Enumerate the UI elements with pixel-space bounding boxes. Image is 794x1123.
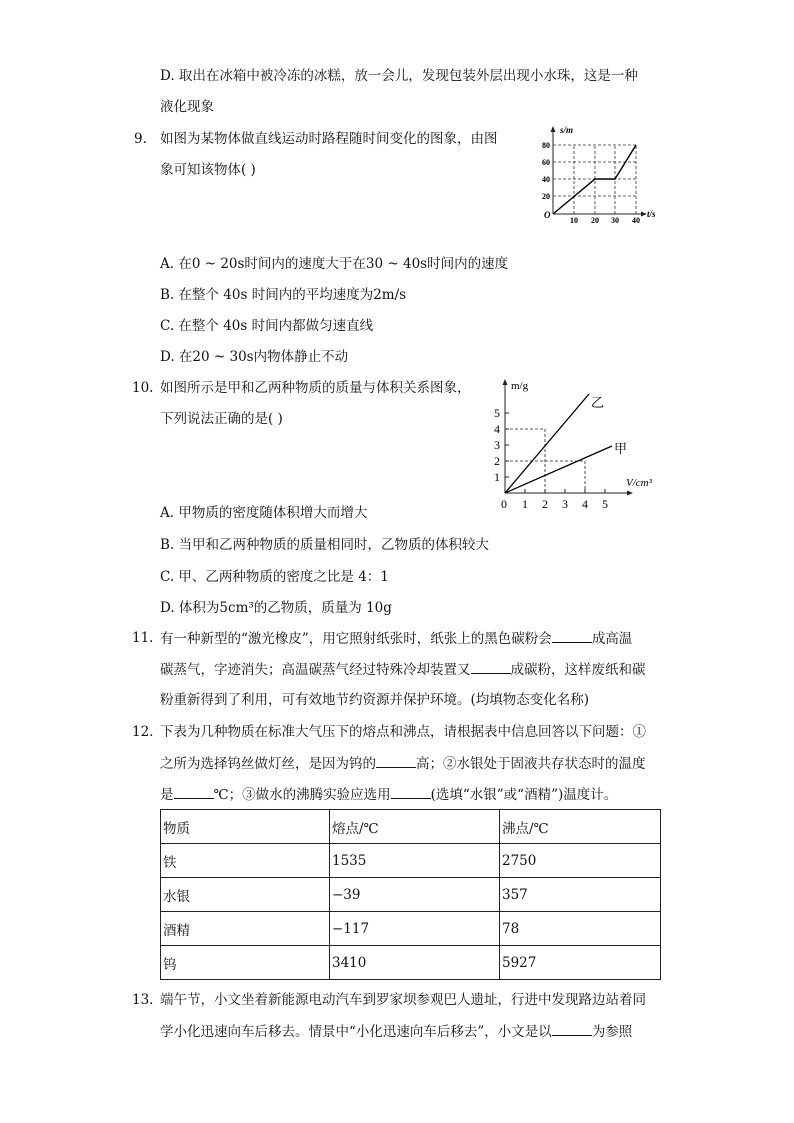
q12-line3: 是 ℃；③做水的沸腾实验应选用 (选填“水银”或“酒精”)温度计。 — [160, 784, 617, 805]
q10-line-jia-label: 甲 — [614, 441, 628, 456]
q10-x-tick: 2 — [542, 497, 548, 511]
q10-mass-volume-graph — [478, 374, 668, 514]
q10-option-a[interactable]: A. 甲物质的密度随体积增大而增大 — [160, 505, 368, 521]
q9-number: 9. — [134, 131, 147, 147]
table-row — [161, 946, 661, 980]
q10-origin-label: 0 — [501, 497, 507, 511]
table-cell: 酒精 — [161, 912, 330, 946]
q13-number: 13. — [132, 992, 154, 1008]
q12-blank-2[interactable] — [174, 784, 214, 799]
q11-line3: 粉重新得到了利用，可有效地节约资源并保护环境。(均填物态变化名称) — [160, 692, 590, 708]
q9-y-tick: 60 — [542, 158, 550, 167]
table-header-cell: 沸点/℃ — [500, 810, 661, 844]
q9-x-axis-label: t/s — [647, 209, 656, 219]
q13-blank-1[interactable] — [552, 1021, 592, 1036]
q10-option-c[interactable]: C. 甲、乙两种物质的密度之比是 4：1 — [160, 569, 389, 585]
q10-y-tick: 2 — [494, 454, 500, 468]
q9-option-b[interactable]: B. 在整个 40s 时间内的平均速度为2m/s — [160, 287, 407, 303]
q12-blank-3[interactable] — [391, 784, 431, 799]
table-header-row — [161, 810, 661, 844]
table-row — [161, 912, 661, 946]
q10-line-jia — [505, 446, 612, 493]
q10-stem-line2: 下列说法正确的是( ) — [160, 411, 283, 427]
q9-origin-label: O — [544, 210, 551, 220]
q9-stem-line2: 象可知该物体( ) — [160, 162, 256, 178]
table-cell: −39 — [330, 878, 500, 912]
q11-blank-1[interactable] — [552, 628, 592, 643]
q13-line2: 学小化迅速向车后移去。情景中“小化迅速向车后移去”，小文是以 为参照 — [160, 1021, 632, 1042]
q11-number: 11. — [132, 630, 154, 646]
q10-option-b[interactable]: B. 当甲和乙两种物质的质量相同时，乙物质的体积较大 — [160, 537, 490, 553]
q9-x-tick: 40 — [632, 216, 640, 224]
q9-x-tick: 30 — [611, 216, 619, 224]
q9-x-tick: 20 — [591, 216, 599, 224]
q8-option-d-line1: D. 取出在冰箱中被冷冻的冰糕，放一会儿，发现包装外层出现小水珠，这是一种 — [160, 68, 638, 84]
q10-x-tick: 4 — [582, 497, 588, 511]
q9-y-tick: 20 — [542, 192, 550, 201]
q9-y-tick: 40 — [542, 175, 550, 184]
q10-stem-line1: 如图所示是甲和乙两种物质的质量与体积关系图象， — [160, 380, 471, 396]
q9-option-c[interactable]: C. 在整个 40s 时间内都做匀速直线 — [160, 318, 374, 334]
q10-y-tick: 3 — [494, 438, 500, 452]
q10-x-tick: 1 — [522, 497, 528, 511]
table-row — [161, 878, 661, 912]
table-cell: 2750 — [500, 844, 661, 878]
q9-distance-time-graph — [533, 122, 673, 224]
q10-line-yi — [505, 394, 589, 493]
table-cell: 钨 — [161, 946, 330, 980]
table-header-cell: 熔点/℃ — [330, 810, 500, 844]
q9-option-d[interactable]: D. 在20 ~ 30s内物体静止不动 — [160, 349, 349, 365]
table-row — [161, 844, 661, 878]
q10-y-tick: 5 — [494, 406, 500, 420]
q9-option-a[interactable]: A. 在0 ~ 20s时间内的速度大于在30 ~ 40s时间内的速度 — [160, 256, 509, 272]
q11-line1: 有一种新型的“激光橡皮”，用它照射纸张时，纸张上的黑色碳粉会 成高温 — [160, 628, 632, 649]
q12-blank-1[interactable] — [376, 753, 416, 768]
q12-line2: 之所为选择钨丝做灯丝，是因为钨的 高；②水银处于固液共存状态时的温度 — [160, 753, 646, 774]
table-cell: 78 — [500, 912, 661, 946]
q10-y-tick: 1 — [494, 470, 500, 484]
q10-x-axis-label: V/cm³ — [626, 477, 652, 489]
table-cell: 5927 — [500, 946, 661, 980]
q10-y-axis-label: m/g — [511, 380, 529, 392]
q10-line-yi-label: 乙 — [591, 395, 605, 410]
q13-line1: 端午节，小文坐着新能源电动汽车到罗家坝参观巴人遗址，行进中发现路边站着同 — [160, 992, 646, 1008]
table-cell: 1535 — [330, 844, 500, 878]
q11-line2: 碳蒸气，字迹消失；高温碳蒸气经过特殊冷却装置又 成碳粉，这样废纸和碳 — [160, 659, 646, 680]
q10-x-tick: 5 — [602, 497, 608, 511]
q9-y-tick: 80 — [542, 141, 550, 150]
q9-stem-line1: 如图为某物体做直线运动时路程随时间变化的图象，由图 — [160, 131, 498, 147]
table-cell: 357 — [500, 878, 661, 912]
table-cell: −117 — [330, 912, 500, 946]
q9-x-tick: 10 — [570, 216, 578, 224]
q12-number: 12. — [132, 724, 154, 740]
q10-y-tick: 4 — [494, 422, 500, 436]
table-cell: 铁 — [161, 844, 330, 878]
q11-blank-2[interactable] — [471, 659, 511, 674]
table-cell: 3410 — [330, 946, 500, 980]
q10-x-tick: 3 — [562, 497, 568, 511]
q8-option-d-line2: 液化现象 — [160, 99, 214, 115]
q10-number: 10. — [132, 380, 154, 396]
table-cell: 水银 — [161, 878, 330, 912]
table-header-cell: 物质 — [161, 810, 330, 844]
melting-boiling-point-table — [160, 809, 661, 980]
q10-option-d[interactable]: D. 体积为5cm³的乙物质，质量为 10g — [160, 600, 392, 616]
q9-y-axis-label: s/m — [560, 125, 574, 135]
q12-line1: 下表为几种物质在标准大气压下的熔点和沸点，请根据表中信息回答以下问题：① — [160, 724, 646, 740]
